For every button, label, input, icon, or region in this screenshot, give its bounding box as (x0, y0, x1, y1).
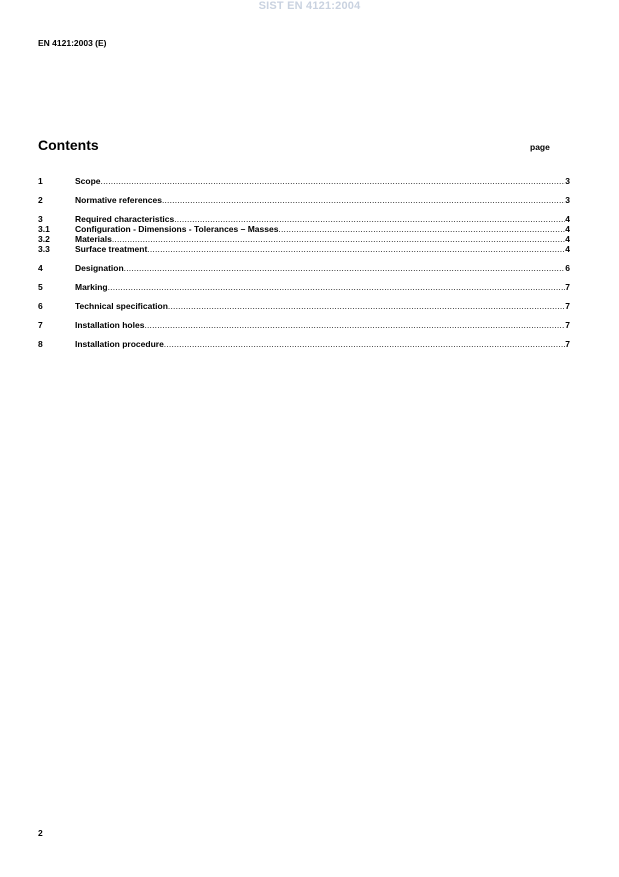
toc-entry-page: 4 (565, 224, 570, 234)
toc-entry-number: 6 (38, 301, 43, 311)
toc-entry-page: 4 (565, 214, 570, 224)
toc-entry-number: 3.3 (38, 244, 50, 254)
toc-entry-title: Required characteristics (75, 214, 175, 224)
toc-entry-title: Normative references (75, 195, 162, 205)
toc-entry-title: Technical specification (75, 301, 168, 311)
toc-entry-required-characteristics[interactable] (38, 214, 570, 224)
toc-entry-page: 3 (565, 176, 570, 186)
toc-leader-dots (162, 195, 565, 205)
toc-leader-dots (124, 263, 566, 273)
toc-entry-number: 7 (38, 320, 43, 330)
toc-entry-title: Installation procedure (75, 339, 164, 349)
toc-leader-dots (112, 234, 565, 244)
toc-leader-dots (147, 244, 565, 254)
contents-heading: Contents (38, 137, 99, 153)
document-identifier: EN 4121:2003 (E) (38, 38, 107, 48)
toc-entry-page: 7 (565, 282, 570, 292)
toc-entry-page: 3 (565, 195, 570, 205)
toc-entry-title: Designation (75, 263, 124, 273)
table-of-contents (38, 176, 570, 349)
toc-entry-technical-specification[interactable] (38, 301, 570, 311)
watermark: SIST EN 4121:2004 (258, 0, 361, 12)
toc-entry-page: 6 (565, 263, 570, 273)
toc-entry-number: 3.2 (38, 234, 50, 244)
toc-entry-number: 4 (38, 263, 43, 273)
toc-entry-title: Scope (75, 176, 101, 186)
toc-entry-page: 4 (565, 234, 570, 244)
toc-entry-title: Installation holes (75, 320, 145, 330)
toc-entry-designation[interactable] (38, 263, 570, 273)
toc-leader-dots (164, 339, 565, 349)
toc-entry-installation-holes[interactable] (38, 320, 570, 330)
toc-entry-title: Surface treatment (75, 244, 148, 254)
toc-leader-dots (101, 176, 566, 186)
toc-entry-surface-treatment[interactable] (38, 244, 570, 254)
toc-leader-dots (144, 320, 565, 330)
toc-entry-materials[interactable] (38, 234, 570, 244)
toc-entry-title: Materials (75, 234, 112, 244)
toc-entry-title: Configuration - Dimensions - Tolerances – Masses (75, 224, 279, 234)
toc-leader-dots (174, 214, 565, 224)
toc-entry-number: 3 (38, 214, 43, 224)
toc-leader-dots (278, 224, 565, 234)
toc-entry-title: Marking (75, 282, 108, 292)
toc-leader-dots (108, 282, 566, 292)
toc-entry-number: 2 (38, 195, 43, 205)
toc-entry-number: 8 (38, 339, 43, 349)
toc-entry-scope[interactable] (38, 176, 570, 186)
toc-entry-number: 5 (38, 282, 43, 292)
toc-entry-normative-references[interactable] (38, 195, 570, 205)
toc-leader-dots (168, 301, 565, 311)
toc-entry-configuration[interactable] (38, 224, 570, 234)
page-column-label: page (530, 142, 550, 152)
toc-entry-marking[interactable] (38, 282, 570, 292)
toc-entry-page: 7 (565, 320, 570, 330)
toc-entry-page: 7 (565, 301, 570, 311)
page-number: 2 (38, 828, 43, 838)
toc-entry-number: 3.1 (38, 224, 50, 234)
toc-entry-number: 1 (38, 176, 43, 186)
toc-entry-installation-procedure[interactable] (38, 339, 570, 349)
toc-entry-page: 4 (565, 244, 570, 254)
toc-entry-page: 7 (565, 339, 570, 349)
